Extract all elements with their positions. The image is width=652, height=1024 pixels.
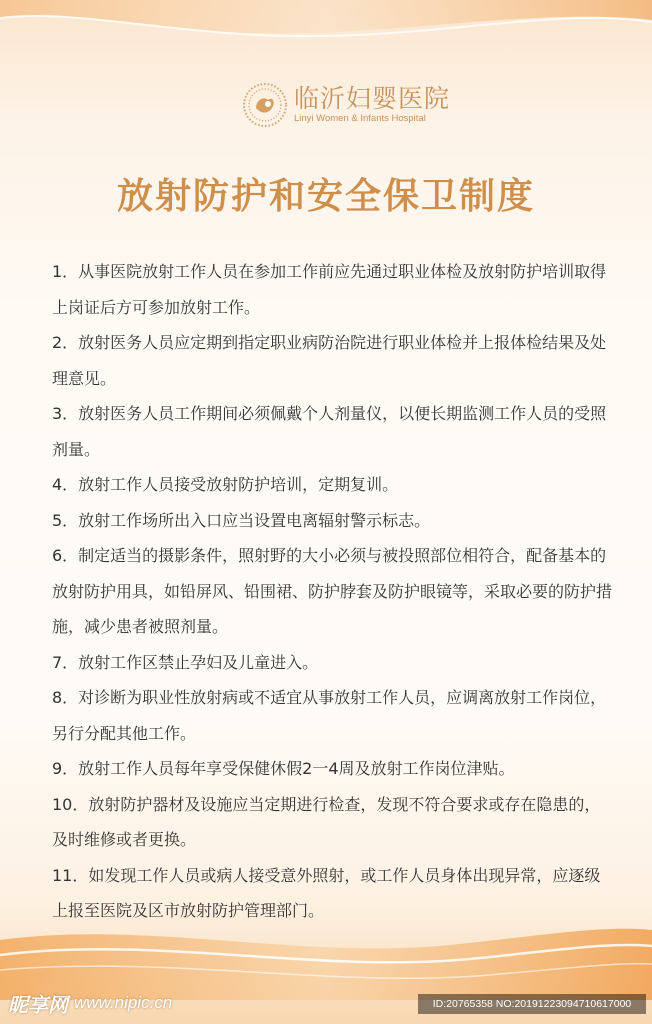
- watermark-site-name: 昵享网: [8, 992, 68, 1017]
- rules-list: [52, 254, 612, 929]
- hospital-name-cn: 临沂妇婴医院: [294, 84, 451, 113]
- rule-item: 6．制定适当的摄影条件，照射野的大小必须与被投照部位相符合，配备基本的放射防护用具，如铅屏风、铅围裙、防护脖套及防护眼镜等，采取必要的防护措施，减少患者被照剂量。: [52, 546, 613, 636]
- rule-item: 7．放射工作区禁止孕妇及儿童进入。: [52, 652, 319, 672]
- rule-item: 4．放射工作人员接受放射防护培训，定期复训。: [52, 475, 399, 494]
- site-watermark: [8, 990, 172, 1016]
- rule-item: 2．放射医务人员应定期到指定职业病防治院进行职业体检并上报体检结果及处理意见。: [52, 333, 607, 388]
- hospital-name-en: Linyi Women & Infants Hospital: [294, 113, 426, 124]
- rule-item: 9．放射工作人员每年享受保健休假2一4周及放射工作岗位津贴。: [52, 759, 515, 778]
- top-decorative-swoosh: [0, 0, 652, 70]
- rule-item: 5．放射工作场所出入口应当设置电离辐射警示标志。: [52, 510, 431, 530]
- rule-item: 3．放射医务人员工作期间必须佩戴个人剂量仪，以便长期监测工作人员的受照剂量。: [52, 404, 607, 459]
- page-title: 放射防护和安全保卫制度: [116, 176, 535, 217]
- image-id-strip: ID:20765358 NO:20191223094710617000: [418, 994, 646, 1014]
- rule-item: 8．对诊断为职业性放射病或不适宜从事放射工作人员，应调离放射工作岗位，另行分配其他工作。: [52, 688, 607, 743]
- hospital-emblem-icon: [242, 82, 288, 128]
- hospital-logo: [242, 80, 462, 130]
- rule-item: 11．如发现工作人员或病人接受意外照射，或工作人员身体出现异常，应逐级上报至医院及区市放射防护管理部门。: [52, 865, 601, 920]
- rule-item: 10．放射防护器材及设施应当定期进行检查，发现不符合要求或存在隐患的，及时维修或者更换。: [52, 794, 601, 849]
- logo-text: [294, 85, 450, 125]
- watermark-url: www.nipic.cn: [74, 993, 173, 1012]
- rule-item: 1．从事医院放射工作人员在参加工作前应先通过职业体检及放射防护培训取得上岗证后方可参加放射工作。: [52, 262, 607, 317]
